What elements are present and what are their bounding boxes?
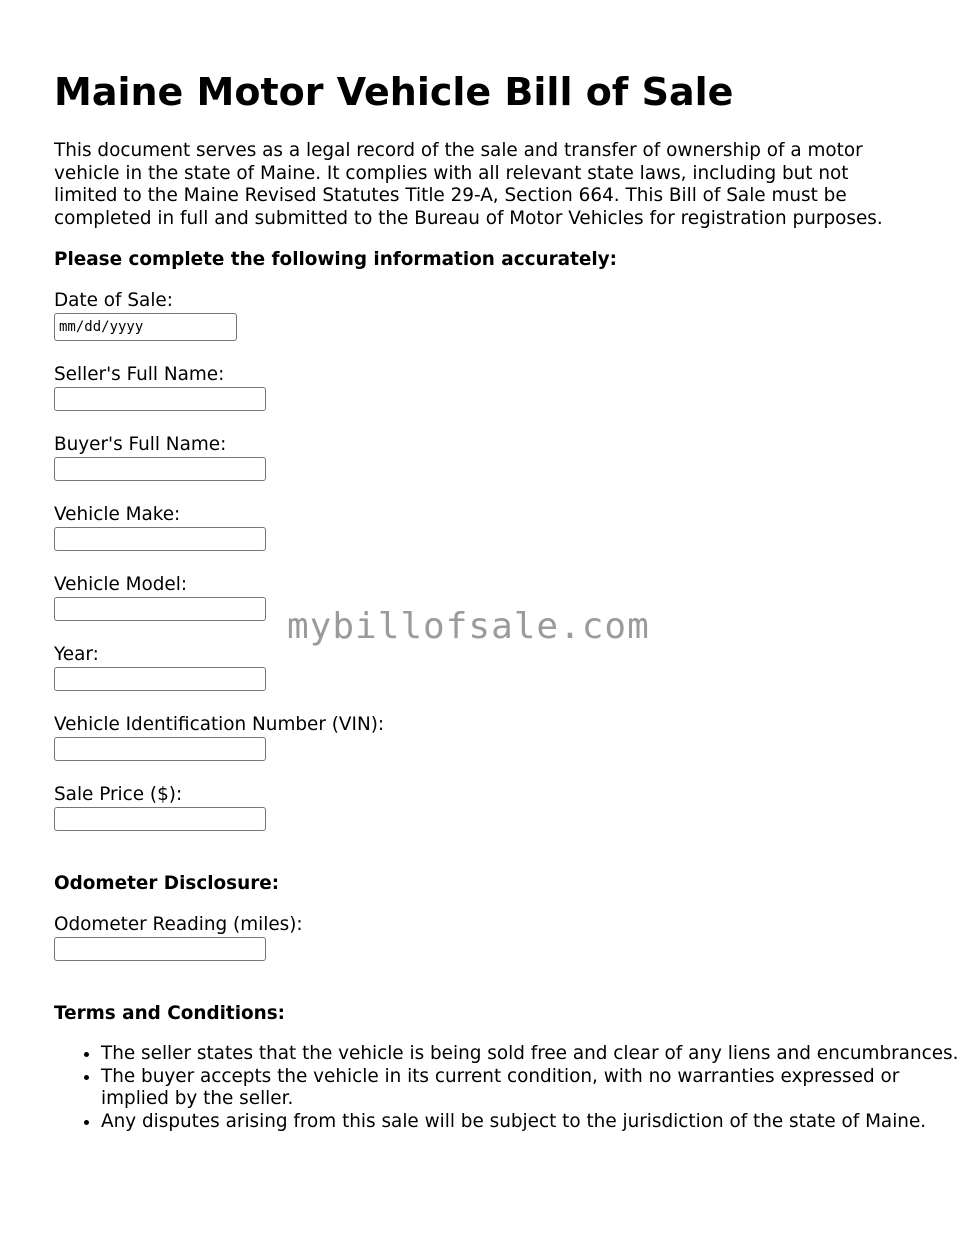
page-title: Maine Motor Vehicle Bill of Sale: [54, 70, 734, 114]
year-label: Year:: [54, 644, 99, 665]
seller-name-input[interactable]: [54, 387, 266, 411]
terms-heading: Terms and Conditions:: [54, 1003, 286, 1024]
seller-name-label: Seller's Full Name:: [54, 364, 225, 385]
buyer-name-label: Buyer's Full Name:: [54, 434, 227, 455]
vehicle-model-label: Vehicle Model:: [54, 574, 188, 595]
odometer-reading-input[interactable]: [54, 937, 266, 961]
terms-list: [54, 1043, 961, 1133]
intro-paragraph: This document serves as a legal record of the sale and transfer of ownership of a motor vehicle in the state of Maine. It complies with all relevant state laws, including but not limited to the Maine Revised Statutes Title 29-A, Section 664. This Bill of Sale must be completed in full and submitted to the Bureau of Motor Vehicles for registration purposes.: [54, 140, 883, 229]
vehicle-model-input[interactable]: [54, 597, 266, 621]
terms-item-buyer-condition: • The buyer accepts the vehicle in its current condition, with no warranties expressed or implied by the seller.: [101, 1066, 961, 1111]
terms-item-seller-liens: • The seller states that the vehicle is being sold free and clear of any liens and encumbrances.: [101, 1043, 961, 1066]
instructions-heading: Please complete the following information accurately:: [54, 249, 617, 270]
vin-label: Vehicle Identification Number (VIN):: [54, 714, 385, 735]
date-of-sale-label: Date of Sale:: [54, 290, 173, 311]
date-of-sale-input[interactable]: [54, 313, 237, 341]
year-input[interactable]: [54, 667, 266, 691]
odometer-heading: Odometer Disclosure:: [54, 873, 280, 894]
sale-price-label: Sale Price ($):: [54, 784, 183, 805]
watermark-text: mybillofsale.com: [287, 606, 650, 647]
sale-price-input[interactable]: [54, 807, 266, 831]
vehicle-make-input[interactable]: [54, 527, 266, 551]
odometer-reading-label: Odometer Reading (miles):: [54, 914, 303, 935]
buyer-name-input[interactable]: [54, 457, 266, 481]
vehicle-make-label: Vehicle Make:: [54, 504, 181, 525]
vin-input[interactable]: [54, 737, 266, 761]
terms-item-jurisdiction: • Any disputes arising from this sale will be subject to the jurisdiction of the state of Maine.: [101, 1111, 961, 1134]
